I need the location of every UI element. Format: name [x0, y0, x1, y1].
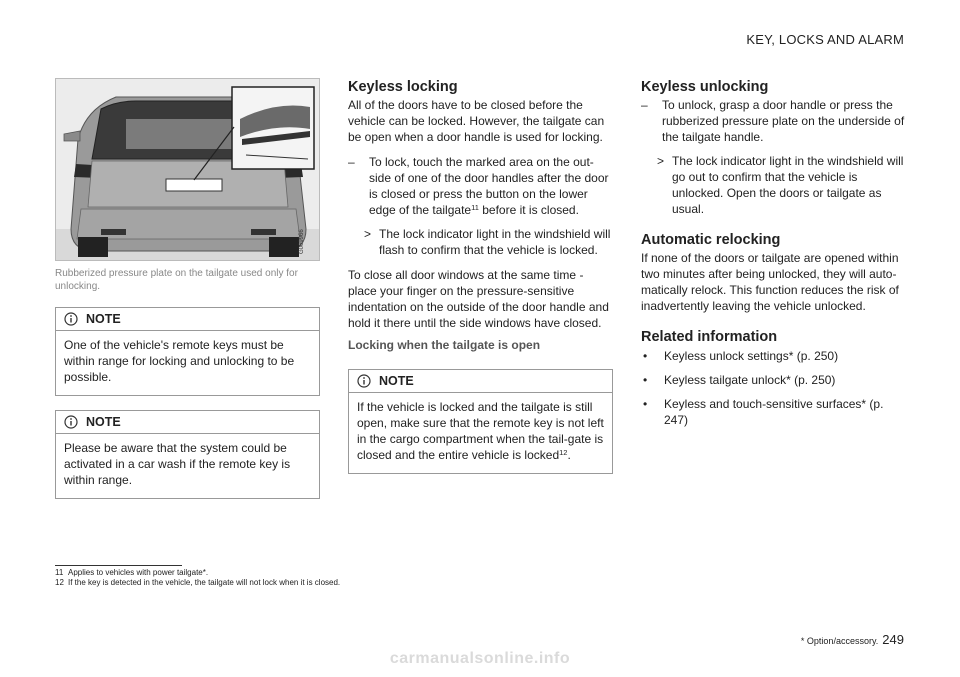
result-marker: >: [364, 227, 372, 241]
locking-result: [364, 226, 613, 258]
note-text: Please be aware that the system could be activated in a car wash if the remote key is within range.: [64, 441, 291, 487]
column-left: [55, 78, 320, 499]
note-box-car-wash: [55, 410, 320, 499]
unlocking-step-text: To unlock, grasp a door handle or press the rubberized pressure plate on the underside of the tailgate handle.: [662, 98, 905, 144]
footnote-ref-12: 12: [559, 448, 568, 457]
related-item[interactable]: [641, 396, 906, 428]
locking-step-text-end: before it is closed.: [478, 203, 579, 217]
unlocking-result-text: The lock indicator light in the windshield will go out to confirm that the vehicle is unlocked. Open the doors or tailgate as usual.: [672, 154, 904, 216]
heading-automatic-relocking: Automatic relocking: [641, 232, 781, 248]
tailgate-figure: [55, 78, 320, 261]
note-text-end: .: [567, 448, 571, 462]
note-text: If the vehicle is locked and the tailgate is still open, make sure that the remote key is not left in the cargo compartment when the tail-gate is closed and the entire vehicle is locked: [357, 400, 604, 462]
heading-keyless-locking: Keyless locking: [348, 79, 458, 95]
note-label: NOTE: [86, 312, 121, 326]
related-link-keyless-unlock-settings[interactable]: Keyless unlock settings* (p. 250): [664, 349, 839, 363]
info-icon: [64, 415, 78, 429]
note-label: NOTE: [379, 374, 414, 388]
column-middle: [348, 78, 613, 474]
dash-marker: –: [348, 155, 355, 169]
related-item[interactable]: [641, 372, 906, 388]
unlocking-result: [657, 153, 906, 217]
result-marker: >: [657, 154, 665, 168]
heading-related-information: Related information: [641, 329, 778, 345]
bullet-marker: •: [643, 349, 648, 363]
note-label: NOTE: [86, 415, 121, 429]
note-header: [349, 370, 612, 393]
dash-marker: –: [641, 98, 648, 112]
unlocking-step: [641, 97, 906, 145]
figure-caption: Rubberized pressure plate on the tailgate used only for unlocking.: [55, 268, 298, 292]
locking-result-text: The lock indicator light in the windshield will flash to confirm that the vehicle is locked.: [379, 227, 611, 257]
footnote-11: 11 Applies to vehicles with power tailgate*.: [55, 568, 209, 577]
car-rear-illustration: [56, 79, 320, 261]
column-right: [641, 78, 906, 428]
note-box-tailgate: [348, 369, 613, 474]
info-icon: [64, 312, 78, 326]
windows-paragraph: To close all door windows at the same time - place your finger on the pressure-sensitive indentation on the outside of the door handle and hold it there until the side windows have closed.: [348, 268, 609, 330]
bullet-marker: •: [643, 397, 648, 411]
info-icon: [357, 374, 371, 388]
locking-step: [348, 154, 613, 218]
note-box-keys: [55, 307, 320, 396]
watermark: carmanualsonline.info: [389, 650, 571, 667]
note-text: One of the vehicle's remote keys must be within range for locking and unlocking to be possible.: [64, 338, 295, 384]
option-note: * Option/accessory.: [800, 636, 879, 646]
figure-code: G069966: [299, 229, 305, 254]
page-number: 249: [882, 632, 904, 647]
page-footer: [801, 632, 904, 647]
locking-intro: All of the doors have to be closed before the vehicle can be locked. However, the tailgate can be open when a door handle is used for locking.: [348, 98, 605, 144]
related-link-keyless-touch-surfaces[interactable]: Keyless and touch-sensitive surfaces* (p. 247): [664, 397, 884, 427]
subheading-tailgate-open: Locking when the tailgate is open: [348, 338, 541, 352]
footnote-12: 12 If the key is detected in the vehicle, the tailgate will not lock when it is closed.: [55, 578, 341, 587]
bullet-marker: •: [643, 373, 648, 387]
note-header: [56, 308, 319, 331]
related-item[interactable]: [641, 348, 906, 364]
running-header: KEY, LOCKS AND ALARM: [746, 32, 904, 47]
footnote-ref-11: 11: [471, 203, 479, 212]
locking-step-text: To lock, touch the marked area on the out-side of one of the door handles after the door is closed or press the button on the lower edge of the tailgate: [369, 155, 609, 217]
footnotes: [55, 565, 341, 588]
heading-keyless-unlocking: Keyless unlocking: [641, 79, 769, 95]
relocking-text: If none of the doors or tailgate are opened within two minutes after being unlocked, they will auto-matically relock. This function reduces the risk of inadvertently leaving the vehicle unlocked.: [641, 251, 899, 313]
note-header: [56, 411, 319, 434]
related-link-keyless-tailgate-unlock[interactable]: Keyless tailgate unlock* (p. 250): [664, 373, 836, 387]
